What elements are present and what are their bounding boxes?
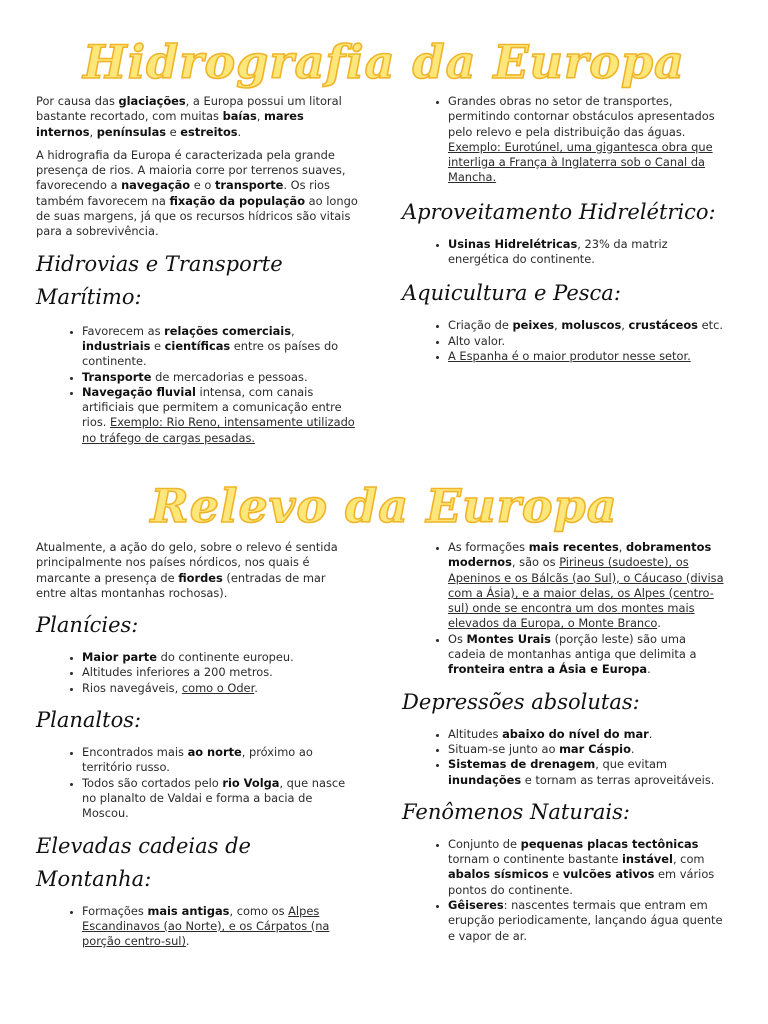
paragraph-rios: A hidrografia da Europa é caracterizada pela grande presença de rios. A maioria corre por terrenos suaves, favorecendo a navegação e o transporte. Os rios também favorecem na fixação da população ao longo de suas margens, já que os recursos hídricos são vitais para a sobrevivência. — [36, 147, 358, 239]
list-item: • Navegação fluvial intensa, com canais artificiais que permitem a comunicação entre rios. Exemplo: Rio Reno, intensamente utilizado no tráfego de cargas pesadas. — [82, 385, 358, 446]
list-item: • Sistemas de drenagem, que evitam inundações e tornam as terras aproveitáveis. — [448, 757, 724, 788]
list-montanhas — [36, 904, 358, 950]
column-hidro-right — [402, 94, 724, 364]
heading-aquicultura: Aquicultura e Pesca: — [402, 281, 621, 306]
list-aproveitamento — [402, 237, 724, 268]
list-item: • Rios navegáveis, como o Oder. — [82, 681, 358, 696]
paragraph-glaciacoes: Por causa das glaciações, a Europa possui um litoral bastante recortado, com muitas baías, mares internos, penínsulas e estreitos. — [36, 94, 342, 139]
list-item: • A Espanha é o maior produtor nesse setor. — [448, 349, 724, 364]
list-item: • Alto valor. — [448, 334, 724, 349]
page-title-hidrografia: Hidrografia da Europa — [83, 35, 685, 89]
list-item: • Transporte de mercadorias e pessoas. — [82, 370, 358, 385]
list-planicies — [36, 650, 358, 696]
heading-depressoes: Depressões absolutas: — [402, 689, 640, 714]
list-depressoes — [402, 727, 724, 788]
heading-hidrovias: Hidrovias e Transporte Marítimo: — [36, 251, 283, 309]
list-item: • Gêiseres: nascentes termais que entram em erupção periodicamente, lançando água quente e vapor de ar. — [448, 898, 724, 944]
column-relevo-right — [402, 540, 724, 944]
list-item: • Todos são cortados pelo rio Volga, que nasce no planalto de Valdai e forma a bacia de Moscou. — [82, 776, 358, 822]
column-relevo-left — [36, 540, 358, 949]
list-item: • Formações mais antigas, como os Alpes Escandinavos (ao Norte), e os Cárpatos (na porção centro-sul). — [82, 904, 358, 950]
list-hidrovias-cont — [402, 94, 724, 186]
list-item: • Altitudes abaixo do nível do mar. — [448, 727, 724, 742]
heading-planicies: Planícies: — [36, 613, 139, 638]
list-item: • Conjunto de pequenas placas tectônicas tornam o continente bastante instável, com abalos sísmicos e vulcões ativos em vários pontos do continente. — [448, 837, 724, 898]
list-item: • Criação de peixes, moluscos, crustáceos etc. — [448, 318, 724, 333]
list-item: • Situam-se junto ao mar Cáspio. — [448, 742, 724, 757]
list-item: • Altitudes inferiores a 200 metros. — [82, 665, 358, 680]
heading-fenomenos: Fenômenos Naturais: — [402, 799, 630, 824]
heading-aproveitamento: Aproveitamento Hidrelétrico: — [402, 199, 716, 224]
list-planaltos — [36, 745, 358, 821]
list-item: • Grandes obras no setor de transportes, permitindo contornar obstáculos apresentados pelo relevo e pela distribuição das águas. Exemplo: Eurotúnel, uma gigantesca obra que interliga a França à Inglaterra sob o Canal da Mancha. — [448, 94, 724, 186]
list-item: • Os Montes Urais (porção leste) são uma cadeia de montanhas antiga que delimita a fronteira entra a Ásia e Europa. — [448, 632, 724, 678]
list-item: • Usinas Hidrelétricas, 23% da matriz energética do continente. — [448, 237, 724, 268]
list-item: • As formações mais recentes, dobramentos modernos, são os Pirineus (sudoeste), os Apeninos e os Bálcãs (ao Sul), o Cáucaso (divisa com a Ásia), e a maior delas, os Alpes (centro-sul) onde se encontra um dos montes mais elevados da Europa, o Monte Branco. — [448, 540, 724, 632]
paragraph-relevo-intro: Atualmente, a ação do gelo, sobre o relevo é sentida principalmente nos países nórdicos, nos quais é marcante a presença de fiordes (entradas de mar entre altas montanhas rochosas). — [36, 540, 338, 600]
column-hidro-left — [36, 94, 358, 446]
list-fenomenos — [402, 837, 724, 944]
list-montanhas-cont — [402, 540, 724, 678]
list-aquicultura — [402, 318, 724, 364]
heading-montanhas: Elevadas cadeias de Montanha: — [36, 833, 251, 891]
list-item: • Encontrados mais ao norte, próximo ao território russo. — [82, 745, 358, 776]
list-item: • Maior parte do continente europeu. — [82, 650, 358, 665]
page-title-relevo: Relevo da Europa — [150, 479, 618, 533]
list-hidrovias — [36, 324, 358, 446]
list-item: • Favorecem as relações comerciais, industriais e científicas entre os países do continente. — [82, 324, 358, 370]
heading-planaltos: Planaltos: — [36, 708, 142, 733]
